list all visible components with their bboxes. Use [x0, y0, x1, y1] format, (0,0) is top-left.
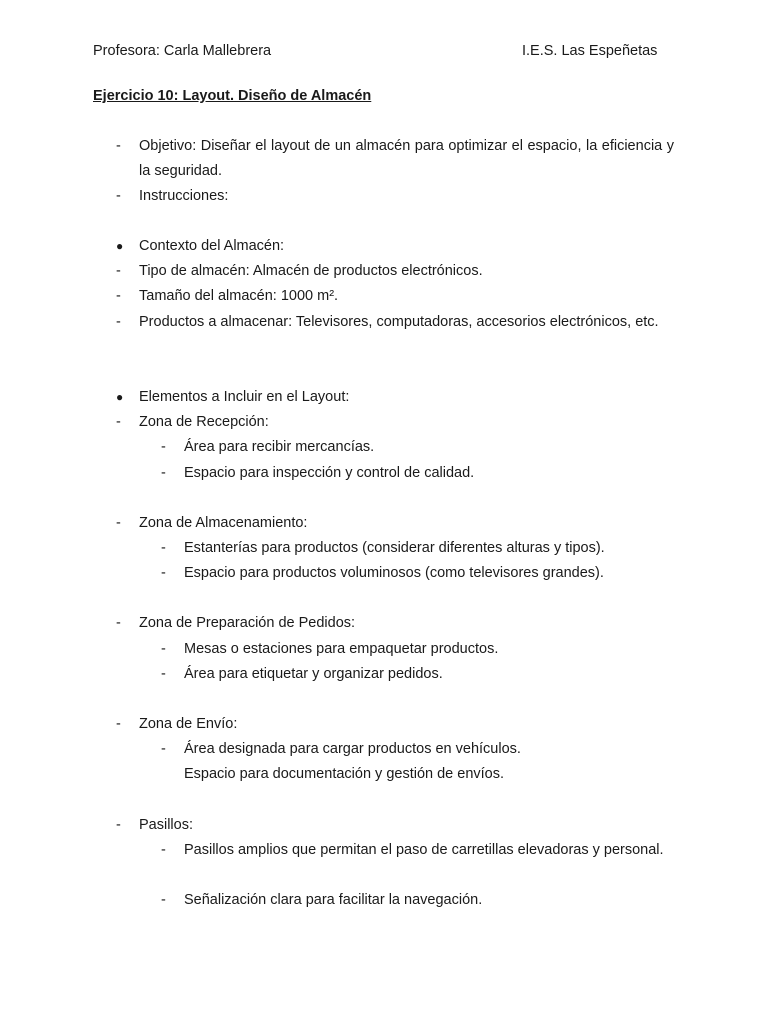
list-item: [116, 184, 674, 209]
list-item-text: Zona de Almacenamiento:: [139, 515, 308, 531]
list-marker: -: [116, 188, 121, 204]
bullet-marker: ●: [116, 239, 124, 253]
list-item-text: Área para etiquetar y organizar pedidos.: [184, 666, 443, 682]
list-item-text: Pasillos amplios que permitan el paso de carretillas elevadoras y personal.: [184, 842, 664, 858]
list-item: [161, 737, 674, 762]
list-item-text: Productos a almacenar: Televisores, computadoras, accesorios electrónicos, etc.: [139, 314, 659, 330]
page-title: Ejercicio 10: Layout. Diseño de Almacén: [93, 88, 372, 104]
list-item-text: Espacio para documentación y gestión de envíos.: [184, 766, 505, 782]
list-item: [161, 888, 674, 913]
list-item-text: Instrucciones:: [139, 188, 229, 204]
list-item: [161, 838, 674, 863]
list-marker: -: [116, 615, 121, 631]
list-item-text: Espacio para inspección y control de calidad.: [184, 465, 475, 481]
list-item: [116, 410, 674, 435]
list-marker: -: [116, 716, 121, 732]
list-item-text: Señalización clara para facilitar la navegación.: [184, 892, 483, 908]
list-item-text: Área para recibir mercancías.: [184, 439, 375, 455]
header-teacher: Profesora: Carla Mallebrera: [93, 43, 272, 59]
list-marker: -: [116, 817, 121, 833]
list-item: [116, 712, 674, 737]
list-item: [161, 662, 674, 687]
list-marker: -: [161, 741, 166, 757]
list-marker: -: [116, 515, 121, 531]
list-item: [116, 284, 674, 309]
list-item: [161, 435, 674, 460]
list-item: [116, 611, 674, 636]
header-school: I.E.S. Las Espeñetas: [522, 43, 658, 59]
list-marker: -: [116, 288, 121, 304]
list-marker: -: [161, 565, 166, 581]
list-marker: -: [161, 439, 166, 455]
list-item: [116, 813, 674, 838]
list-item-text: Área designada para cargar productos en vehículos.: [184, 741, 521, 757]
list-item: [116, 511, 674, 536]
list-item-text: Zona de Envío:: [139, 716, 238, 732]
list-item: [161, 561, 674, 586]
list-item: [161, 762, 674, 787]
list-item: [116, 234, 674, 259]
list-item-text: Mesas o estaciones para empaquetar productos.: [184, 641, 499, 657]
list-marker: -: [161, 641, 166, 657]
list-item-text: Elementos a Incluir en el Layout:: [139, 389, 350, 405]
list-marker: -: [116, 263, 121, 279]
list-item: [116, 310, 674, 335]
list-item-text: Pasillos:: [139, 817, 193, 833]
list-item-text: Estanterías para productos (considerar diferentes alturas y tipos).: [184, 540, 605, 556]
list-item-text: Zona de Recepción:: [139, 414, 269, 430]
list-marker: -: [161, 842, 166, 858]
list-marker: -: [161, 540, 166, 556]
list-item: [116, 259, 674, 284]
list-item: [116, 385, 674, 410]
list-item-text: Objetivo: Diseñar el layout de un almacén para optimizar el espacio, la eficiencia y la seguridad.: [139, 138, 674, 179]
bullet-marker: ●: [116, 390, 124, 404]
list-marker: -: [161, 465, 166, 481]
list-item-text: Tamaño del almacén: 1000 m².: [139, 288, 339, 304]
list-item: [161, 637, 674, 662]
list-item-text: Tipo de almacén: Almacén de productos electrónicos.: [139, 263, 483, 279]
list-item: [161, 461, 674, 486]
list-item: [161, 536, 674, 561]
list-marker: -: [161, 666, 166, 682]
list-marker: -: [161, 892, 166, 908]
list-item-text: Espacio para productos voluminosos (como televisores grandes).: [184, 565, 604, 581]
list-marker: -: [116, 138, 121, 154]
list-item-text: Contexto del Almacén:: [139, 238, 285, 254]
list-item: [116, 134, 674, 184]
list-item-text: Zona de Preparación de Pedidos:: [139, 615, 356, 631]
list-marker: -: [116, 414, 121, 430]
list-marker: -: [116, 314, 121, 330]
